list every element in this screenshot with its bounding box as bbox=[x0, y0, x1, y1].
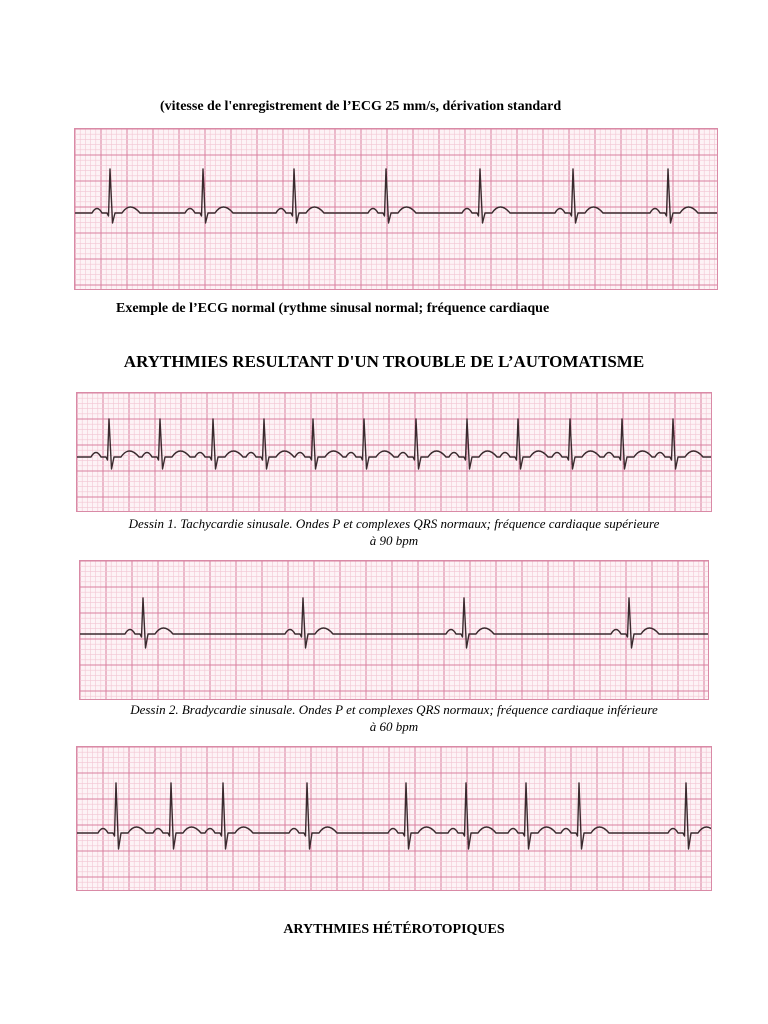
ecg-normal-svg bbox=[75, 129, 718, 290]
ecg-irregular-svg bbox=[77, 747, 712, 891]
drawing2-caption-line1: Dessin 2. Bradycardie sinusale. Ondes P et complexes QRS normaux; fréquence cardiaque inférieure bbox=[130, 702, 658, 717]
ecg-strip-tachycardia bbox=[76, 392, 712, 512]
section-title-automatisme: ARYTHMIES RESULTANT D'UN TROUBLE DE L’AUTOMATISME bbox=[123, 352, 645, 371]
ecg-bradycardia-svg bbox=[80, 561, 709, 700]
drawing1-caption-line1: Dessin 1. Tachycardie sinusale. Ondes P et complexes QRS normaux; fréquence cardiaque supérieure bbox=[128, 516, 660, 531]
ecg-tachycardia-grid bbox=[77, 393, 712, 512]
ecg-strip-bradycardia bbox=[79, 560, 709, 700]
recording-speed-note: (vitesse de l'enregistrement de l’ECG 25 mm/s, dérivation standard bbox=[160, 99, 562, 114]
ecg-normal-grid bbox=[75, 129, 718, 290]
drawing1-caption-line2: à 90 bpm bbox=[369, 533, 419, 548]
ecg-strip-normal bbox=[74, 128, 718, 290]
normal-ecg-caption: Exemple de l’ECG normal (rythme sinusal normal; fréquence cardiaque bbox=[116, 301, 550, 316]
drawing2-caption-line2: à 60 bpm bbox=[369, 719, 419, 734]
section-title-heterotopiques: ARYTHMIES HÉTÉROTOPIQUES bbox=[283, 922, 505, 937]
ecg-strip-irregular bbox=[76, 746, 712, 891]
ecg-tachycardia-svg bbox=[77, 393, 712, 512]
